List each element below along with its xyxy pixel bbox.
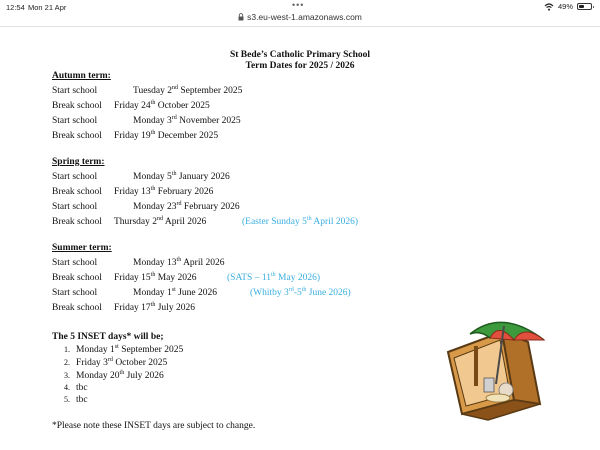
- row-date: Thursday 2nd April 2026: [114, 215, 207, 227]
- row-label: Start school: [52, 86, 98, 96]
- sats-note: (SATS – 11th May 2026): [227, 271, 320, 283]
- autumn-row-3: [52, 114, 241, 126]
- row-date: Friday 15th May 2026: [114, 271, 197, 283]
- inset-heading: The 5 INSET days* will be;: [52, 332, 164, 342]
- row-date: Monday 1st June 2026: [133, 286, 217, 298]
- spring-row-1: [52, 170, 230, 182]
- battery-percent: 49%: [557, 2, 573, 11]
- row-date: Monday 5th January 2026: [133, 170, 230, 182]
- row-label: Start school: [52, 202, 98, 212]
- footnote: *Please note these INSET days are subject to change.: [52, 421, 256, 431]
- clock: 12:54: [6, 3, 25, 12]
- whitby-note: (Whitby 3rd-5th June 2026): [250, 286, 351, 298]
- autumn-row-4: [52, 129, 219, 141]
- row-label: Start school: [52, 258, 98, 268]
- summer-row-3: [52, 286, 217, 298]
- easter-note: (Easter Sunday 5th April 2026): [242, 215, 359, 227]
- date: Mon 21 Apr: [28, 3, 67, 12]
- inset-item: 2. Friday 3rd October 2025: [64, 356, 168, 368]
- row-date: Monday 13th April 2026: [133, 256, 225, 268]
- row-label: Start school: [52, 116, 98, 126]
- url-text[interactable]: s3.eu-west-1.amazonaws.com: [247, 12, 362, 22]
- autumn-row-2: [52, 99, 210, 111]
- row-label: Break school: [52, 187, 102, 197]
- inset-item: 1. Monday 1st September 2025: [64, 343, 184, 355]
- spring-row-3: [52, 200, 240, 212]
- suitcase-icon: [448, 332, 540, 420]
- inset-item: 4. tbc: [64, 383, 88, 393]
- multitask-dots-icon[interactable]: •••: [292, 0, 305, 10]
- row-date: Monday 3rd November 2025: [133, 114, 241, 126]
- row-date: Tuesday 2nd September 2025: [133, 84, 243, 96]
- document-subtitle: Term Dates for 2025 / 2026: [245, 61, 355, 71]
- row-label: Break school: [52, 101, 102, 111]
- row-date: Friday 24th October 2025: [114, 99, 210, 111]
- row-label: Break school: [52, 217, 102, 227]
- suitcase-umbrella-clipart: [440, 312, 550, 422]
- row-label: Break school: [52, 273, 102, 283]
- school-name: St Bede’s Catholic Primary School: [229, 50, 371, 60]
- spring-heading: Spring term:: [52, 157, 105, 167]
- row-date: Friday 13th February 2026: [114, 185, 214, 197]
- row-date: Monday 23rd February 2026: [133, 200, 240, 212]
- inset-item: 3. Monday 20th July 2026: [64, 369, 164, 381]
- row-label: Start school: [52, 288, 98, 298]
- autumn-row-1: [52, 84, 243, 96]
- spring-row-4: [52, 215, 207, 227]
- row-label: Start school: [52, 172, 98, 182]
- summer-row-2: [52, 271, 197, 283]
- summer-row-1: [52, 256, 225, 268]
- spring-row-2: [52, 185, 214, 197]
- autumn-heading: Autumn term:: [52, 71, 111, 81]
- summer-row-4: [52, 301, 195, 313]
- row-date: Friday 17th July 2026: [114, 301, 195, 313]
- summer-heading: Summer term:: [52, 243, 112, 253]
- inset-item: 5. tbc: [64, 395, 88, 405]
- row-label: Break school: [52, 131, 102, 141]
- row-label: Break school: [52, 303, 102, 313]
- row-date: Friday 19th December 2025: [114, 129, 219, 141]
